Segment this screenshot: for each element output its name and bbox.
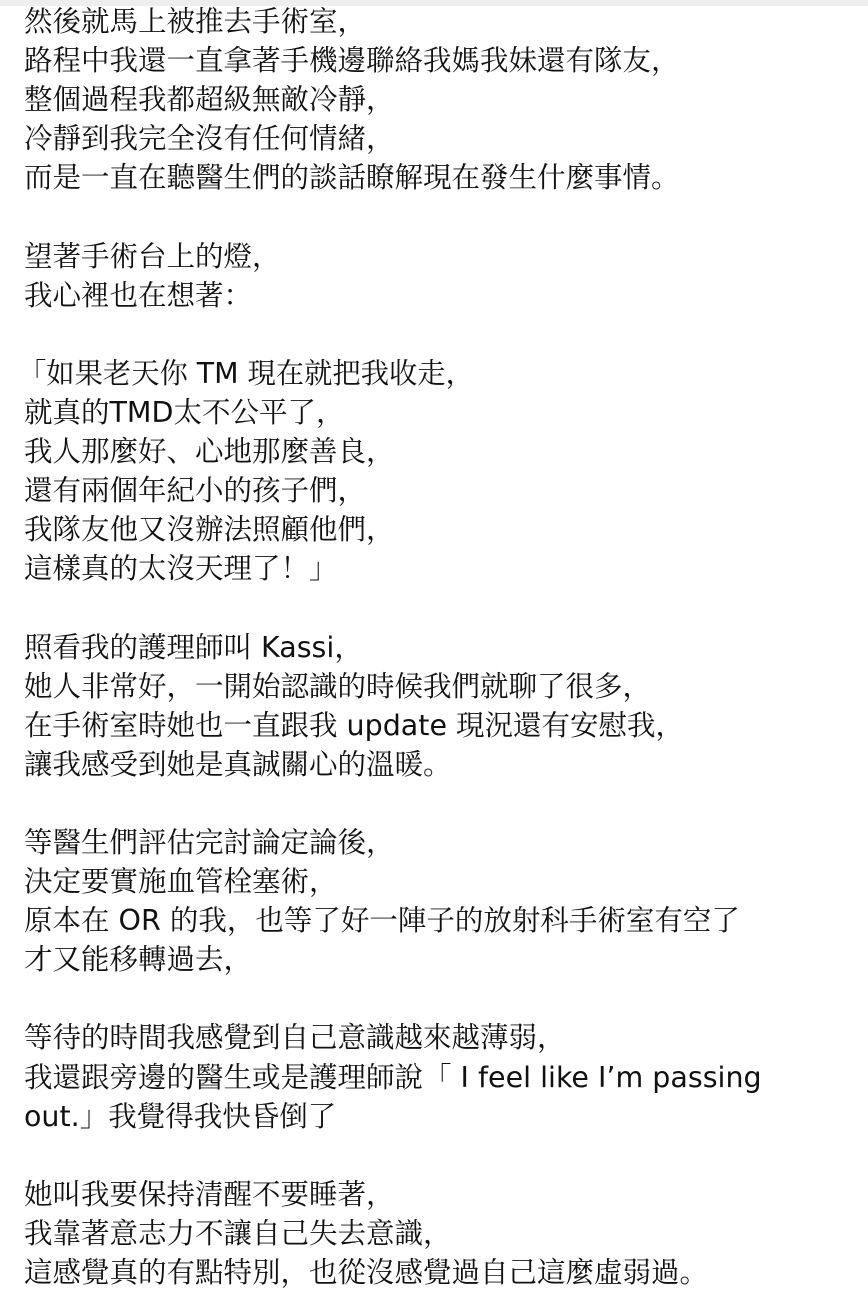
text-line: 而是一直在聽醫生們的談話瞭解現在發生什麼事情。 <box>24 161 680 195</box>
text-line: 然後就馬上被推去手術室， <box>24 5 367 38</box>
paragraph-7 <box>24 1175 860 1292</box>
text-line: 決定要實施血管栓塞術， <box>24 865 338 899</box>
paragraph-gap <box>24 979 860 1018</box>
text-line: 讓我感受到她是真誠關心的溫暖。 <box>24 747 452 781</box>
text-line: 冷靜到我完全沒有任何情緒， <box>24 122 395 156</box>
text-line: 等待的時間我感覺到自己意識越來越薄弱， <box>24 1021 566 1055</box>
paragraph-gap <box>24 1136 860 1175</box>
text-line: 「如果老天你 TM 現在就把我收走， <box>18 356 474 390</box>
paragraph-6 <box>24 1018 860 1135</box>
text-line: 這感覺真的有點特別，也從沒感覺過自己這麼虛弱過。 <box>24 1256 709 1289</box>
paragraph-gap <box>24 784 860 823</box>
text-line: 原本在 OR 的我，也等了好一陣子的放射科手術室有空了 <box>24 904 740 938</box>
paragraph-3-quote <box>18 354 860 589</box>
text-line: 望著手術台上的燈， <box>24 239 281 273</box>
text-line: 這樣真的太沒天理了！」 <box>24 552 338 586</box>
text-line: 我心裡也在想著： <box>24 278 253 312</box>
text-line: 照看我的護理師叫 Kassi， <box>24 630 363 664</box>
paragraph-gap <box>24 588 860 627</box>
document-body <box>18 2 860 1292</box>
paragraph-2 <box>24 237 860 315</box>
text-line: 路程中我還一直拿著手機邊聯絡我媽我妹還有隊友， <box>24 44 680 78</box>
text-line: 還有兩個年紀小的孩子們， <box>24 474 367 508</box>
text-line: out.」我覺得我快昏倒了 <box>24 1099 337 1133</box>
paragraph-5 <box>24 823 860 979</box>
text-line: 我靠著意志力不讓自己失去意識， <box>24 1216 452 1250</box>
paragraph-4 <box>24 628 860 784</box>
paragraph-gap <box>24 315 860 354</box>
text-line: 她人非常好，一開始認識的時候我們就聊了很多， <box>24 669 652 703</box>
text-line: 等醫生們評估完討論定論後， <box>24 825 395 859</box>
text-line: 才又能移轉過去， <box>24 943 253 977</box>
text-line: 整個過程我都超級無敵冷靜， <box>24 83 395 117</box>
paragraph-gap <box>24 197 860 236</box>
text-line: 在手術室時她也一直跟我 update 現況還有安慰我， <box>24 708 685 742</box>
text-line: 我隊友他又沒辦法照顧他們， <box>24 513 395 547</box>
text-line: 我還跟旁邊的醫生或是護理師說「 I feel like I’m passing <box>24 1060 762 1094</box>
paragraph-1 <box>24 2 860 197</box>
text-line: 她叫我要保持清醒不要睡著， <box>24 1177 395 1211</box>
text-line: 我人那麼好、心地那麼善良， <box>24 435 395 469</box>
text-line: 就真的TMD太不公平了， <box>24 395 345 429</box>
